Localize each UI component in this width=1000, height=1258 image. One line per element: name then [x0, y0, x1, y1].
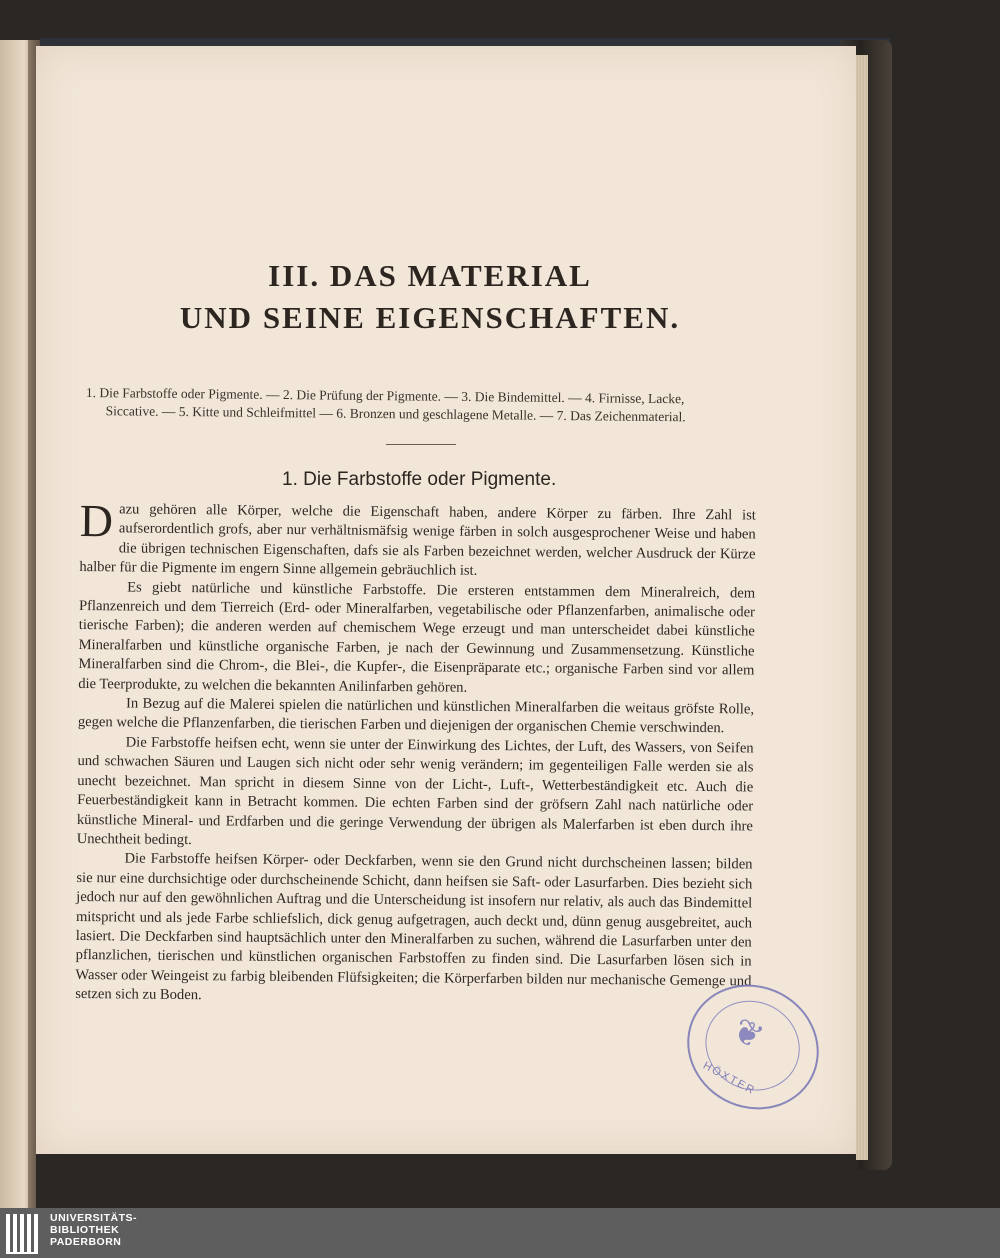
contents-line2: Siccative. — 5. Kitte und Schleifmittel — 6. Bronzen und geschlagene Metalle. — 7. Das Zeichenmaterial.: [105, 403, 686, 425]
chapter-title: [0, 255, 860, 339]
library-name-line2: BIBLIOTHEK: [50, 1224, 120, 1236]
paragraph-2: Es giebt natürliche und künstliche Farbstoffe. Die ersteren entstammen dem Mineralreich, dem Pflanzenreich und dem Tierreich (Erd- oder Mineralfarben, vegetabilische oder Pflanzenfarben, animalische oder tierische Farben); die anderen werden auf chemischem Wege erzeugt und man unterscheidet dabei künstliche Mineralfarben und künstliche organische Farben, je nach der Gewinnung und Zusammensetzung. Künstliche Mineralfarben sind die Chrom-, die Blei-, die Kupfer-, die Eisenpräparate etc.; organische Farben sind vor allem die Teerprodukte, zu welchen die bekannten Anilinfarben gehören.: [78, 579, 756, 696]
contents-line1: 1. Die Farbstoffe oder Pigmente. — 2. Die Prüfung der Pigmente. — 3. Die Bindemittel. — 4. Firnisse, Lacke,: [85, 384, 685, 407]
divider-rule: [386, 444, 456, 445]
chapter-title-line2: UND SEINE EIGENSCHAFTEN.: [179, 300, 681, 335]
paragraph-1: [79, 495, 756, 584]
library-footer: [0, 1208, 1000, 1258]
paragraph-5: Die Farbstoffe heifsen Körper- oder Deckfarben, wenn sie den Grund nicht durchscheinen lassen; bilden sie nur eine durchsichtige oder durchscheinende Schicht, dann heifsen sie Saft- oder Lasurfarben. Dies bezieht sich jedoch nur auf den gewöhnlichen Auftrag und die Unterscheidung ist insofern nur relativ, als auch das Bindemittel mitspricht und als jede Farbe schliefslich, dick genug aufgetragen, auch deckt und, dünn genug ausgebreitet, auch lasiert. Die Deckfarben sind hauptsächlich unter den Mineralfarben zu suchen, während die Lasurfarben unter den pflanzlichen, tierischen und künstlichen organischen Farbstoffen zu finden sind. Die Lasurfarben lösen sich in Wasser oder Weingeist zu farbig bleibenden Flüfsigkeiten; die Körperfarben bilden nur mechanische Gemenge und setzen sich zu Boden.: [75, 850, 753, 1004]
section-title: 1. Die Farbstoffe oder Pigmente.: [282, 469, 557, 490]
body-text: [75, 495, 756, 1011]
library-name: [50, 1212, 137, 1248]
paragraph-3: In Bezug auf die Malerei spielen die natürlichen und künstlichen Mineralfarben die weitaus gröfste Rolle, gegen welche die Pflanzenfarben, die tierischen Farben und diejenigen der organischen Chemie verschwinden.: [77, 695, 755, 737]
chapter-contents: [86, 384, 766, 427]
paragraph-1-text: azu gehören alle Körper, welche die Eigenschaft haben, andere Körper zu färben. Ihre Zahl ist aufserordentlich grofs, aber nur verhältnismäfsig wenige färben in solch ausgesprochener Weise und haben die übrigen technischen Eigenschaften, dafs sie als Farben bezeichnet werden, welcher Ausdruck der Kürze halber für die Pigmente im engern Sinne allgemein gebräuchlich ist.: [79, 501, 756, 580]
library-name-line3: PADERBORN: [50, 1236, 122, 1248]
chapter-title-line1: III. DAS MATERIAL: [268, 258, 592, 293]
eagle-icon: ❦: [726, 1011, 769, 1058]
stamp-text: HÖXTER: [700, 1059, 758, 1098]
paragraph-4: Die Farbstoffe heifsen echt, wenn sie unter der Einwirkung des Lichtes, der Luft, des Wassers, von Seifen und schwachen Säuren und Laugen sich nicht oder sehr wenig verändern; im gegenteiligen Falle werden sie als unecht bezeichnet. Man spricht in diesem Sinne von der Licht-, Luft-, Wetterbeständigkeit etc. Auch die Feuerbeständigkeit kann in Betracht kommen. Die echten Farben sind der gröfsern Zahl nach natürliche oder künstliche Mineral- und Erdfarben und die geringe Verwendung der übrigen als Malerfarben ist eben durch ihre Unechtheit bedingt.: [76, 734, 754, 848]
page-shadow: [36, 1154, 856, 1208]
library-name-line1: UNIVERSITÄTS-: [50, 1212, 138, 1224]
drop-cap: D: [79, 495, 114, 547]
library-logo-icon: [4, 1212, 44, 1254]
